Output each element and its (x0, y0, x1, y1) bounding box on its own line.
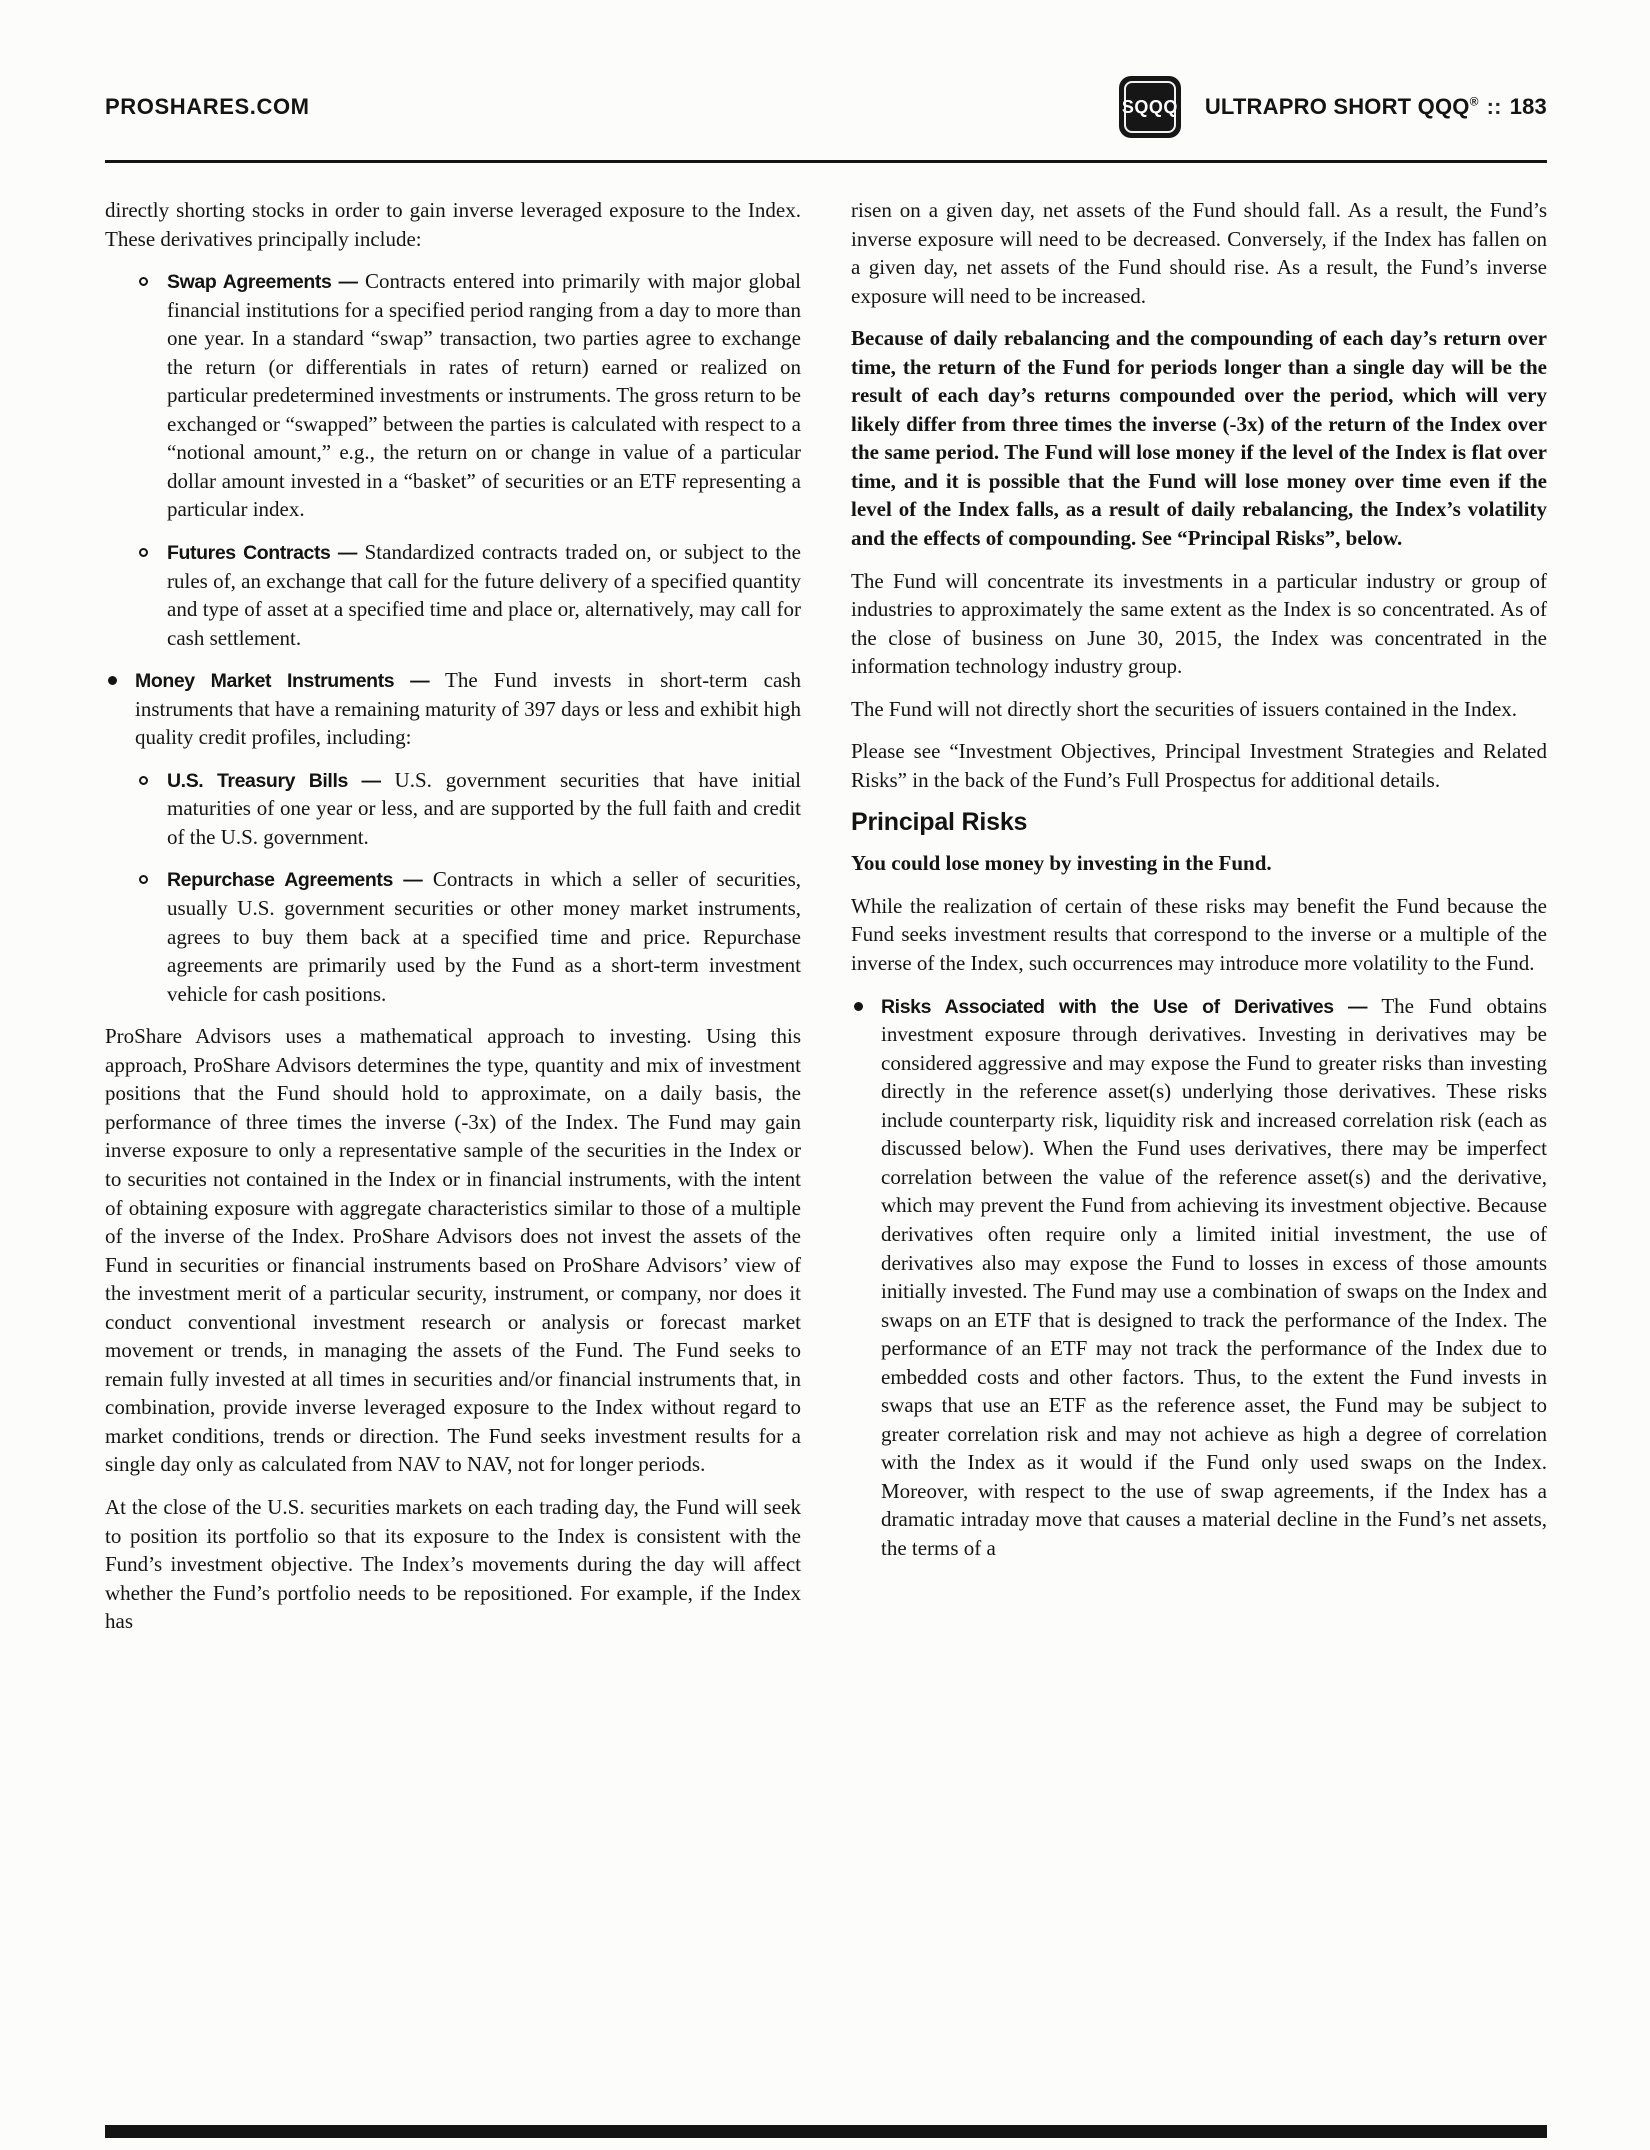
header-right (1119, 76, 1547, 138)
list-item-label: Money Market Instruments — (135, 670, 430, 693)
list-item-text: The Fund invests in short-term cash instruments that have a remaining maturity of 397 days or less and exhibit high quality credit profiles, including: (135, 668, 801, 750)
page-body (105, 196, 1547, 2100)
list-item-money-market-instruments (105, 666, 801, 752)
paragraph: The Fund will concentrate its investments in a particular industry or group of industries to approximately the same extent as the Index is so concentrated. As of the close of business on June 30, 2015, the Index was concentrated in the information technology industry group. (851, 568, 1547, 679)
fund-title (1205, 94, 1547, 120)
list-item-label: Repurchase Agreements — (167, 869, 423, 892)
paragraph: At the close of the U.S. securities markets on each trading day, the Fund will seek to position its portfolio so that its exposure to the Index is consistent with the Fund’s investment objective. The Index’s movements during the day will affect whether the Fund’s portfolio needs to be repositioned. For example, if the Index has (105, 1494, 801, 1634)
fund-title-text: ULTRAPRO SHORT QQQ (1204, 94, 1470, 119)
registered-mark: ® (1469, 94, 1479, 109)
fund-ticker-text: SQQQ (1121, 96, 1178, 117)
page-number: 183 (1509, 94, 1547, 119)
paragraph: Please see “Investment Objectives, Principal Investment Strategies and Related Risks” in the back of the Fund’s Full Prospectus for additional details. (851, 739, 1547, 792)
fund-ticker-logo (1119, 76, 1181, 138)
list-item-repurchase-agreements (105, 865, 801, 1008)
list-item-us-treasury-bills (105, 766, 801, 852)
paragraph: The Fund will not directly short the securities of issuers contained in the Index. (851, 696, 1518, 721)
bullet-hollow-icon (139, 548, 148, 557)
bullet-hollow-icon (139, 277, 148, 286)
brand-text: PROSHARES.COM (105, 94, 310, 119)
paragraph: While the realization of certain of these risks may benefit the Fund because the Fund seeks investment results that correspond to the inverse or a multiple of the inverse of the Index, such occurrences may introduce more volatility to the Fund. (851, 893, 1547, 976)
bullet-filled-icon (854, 1002, 863, 1011)
list-item-text: Contracts entered into primarily with major global financial institutions for a specified period ranging from a day to more than one year. In a standard “swap” transaction, two parties agree to exchange the return (or differentials in rates of return) earned or realized on particular predetermined investments or instruments. The gross return to be exchanged or “swapped” between the parties is calculated with respect to a “notional amount,” e.g., the return on or change in value of a particular dollar amount invested in a “basket” of securities or an ETF representing a particular index. (167, 269, 802, 522)
list-item-text: U.S. government securities that have initial maturities of one year or less, and are supported by the full faith and credit of the U.S. government. (167, 767, 802, 849)
header-rule (105, 160, 1547, 163)
paragraph-bold-compounding: Because of daily rebalancing and the compounding of each day’s return over time, the return of the Fund for periods longer than a single day will be the result of each day’s returns compounded over the period, which will very likely differ from three times the inverse (-3x) of the return of the Index over the same period. The Fund will lose money if the level of the Index is flat over time, and it is possible that the Fund will lose money over time even if the level of the Index falls, as a result of daily rebalancing, the Index’s volatility and the effects of compounding. See “Principal Risks”, below. (851, 326, 1547, 551)
risk-lead-statement: You could lose money by investing in the Fund. (851, 851, 1272, 876)
page-header (105, 74, 1547, 140)
list-item-text: Standardized contracts traded on, or subject to the rules of, an exchange that call for the future delivery of a specified quantity and type of asset at a specified time and place or, alternatively, may call for cash settlement. (167, 540, 802, 650)
list-item-label: U.S. Treasury Bills — (167, 769, 381, 792)
bullet-hollow-icon (139, 776, 148, 785)
list-item-futures-contracts (105, 538, 801, 652)
left-column (105, 196, 801, 2100)
list-item-label: Swap Agreements — (167, 271, 358, 294)
list-item-label: Risks Associated with the Use of Derivatives — (881, 995, 1368, 1018)
footer-bar (105, 2125, 1547, 2138)
bullet-hollow-icon (139, 875, 148, 884)
list-item-text: The Fund obtains investment exposure through derivatives. Investing in derivatives may be considered aggressive and may expose the Fund to greater risks than investing directly in the reference asset(s) underlying those derivatives. These risks include counterparty risk, liquidity risk and increased correlation risk (each as discussed below). When the Fund uses derivatives, there may be imperfect correlation between the value of the reference asset(s) and the derivative, which may prevent the Fund from achieving its investment objective. Because derivatives often require only a limited initial investment, the use of derivatives also may expose the Fund to losses in excess of those amounts initially invested. The Fund may use a combination of swaps on the Index and swaps on an ETF that is designed to track the performance of the Index. The performance of an ETF may not track the performance of the Index due to embedded costs and other factors. Thus, to the extent the Fund invests in swaps that use an ETF as the reference asset, the Fund may be subject to greater correlation risk and may not achieve as high a degree of correlation with the Index as it would if the Fund only used swaps on the Index. Moreover, with respect to the use of swap agreements, if the Index has a dramatic intraday move that causes a material decline in the Fund’s net assets, the terms of a (881, 993, 1547, 1560)
list-item-derivatives-risk (851, 992, 1547, 1563)
list-item-swap-agreements (105, 267, 801, 524)
title-separator: :: (1486, 94, 1502, 119)
section-heading-principal-risks: Principal Risks (851, 808, 1028, 837)
bullet-filled-icon (108, 676, 117, 685)
paragraph: risen on a given day, net assets of the Fund should fall. As a result, the Fund’s inverse exposure will need to be decreased. Conversely, if the Index has fallen on a given day, net assets of the Fund should rise. As a result, the Fund’s inverse exposure will need to be increased. (851, 198, 1547, 308)
paragraph: ProShare Advisors uses a mathematical approach to investing. Using this approach, ProShare Advisors determines the type, quantity and mix of investment positions that the Fund should hold to approximate, on a daily basis, the performance of three times the inverse (-3x) of the Index. The Fund may gain inverse exposure to only a representative sample of the securities in the Index or to securities not contained in the Index or in financial instruments, with the intent of obtaining exposure with aggregate characteristics similar to those of a multiple of the inverse of the Index. ProShare Advisors does not invest the assets of the Fund in securities or financial instruments based on ProShare Advisors’ view of the investment merit of a particular security, instrument, or company, nor does it conduct conventional investment research or analysis or forecast market movement or trends, in managing the assets of the Fund. The Fund seeks to remain fully invested at all times in securities and/or financial instruments that, in combination, provide inverse leveraged exposure to the Index without regard to market conditions, trends or direction. The Fund seeks investment results for a single day only as calculated from NAV to NAV, not for longer periods. (105, 1024, 801, 1477)
right-column (851, 196, 1547, 2100)
fund-ticker-logo-frame (1121, 81, 1178, 133)
paragraph: directly shorting stocks in order to gain inverse leveraged exposure to the Index. These derivatives principally include: (105, 198, 801, 251)
list-item-text: Contracts in which a seller of securities, usually U.S. government securities or other money market instruments, agrees to buy them back at a specified time and price. Repurchase agreements are primarily used by the Fund as a short-term investment vehicle for cash positions. (167, 867, 802, 1006)
list-item-label: Futures Contracts — (167, 542, 357, 565)
